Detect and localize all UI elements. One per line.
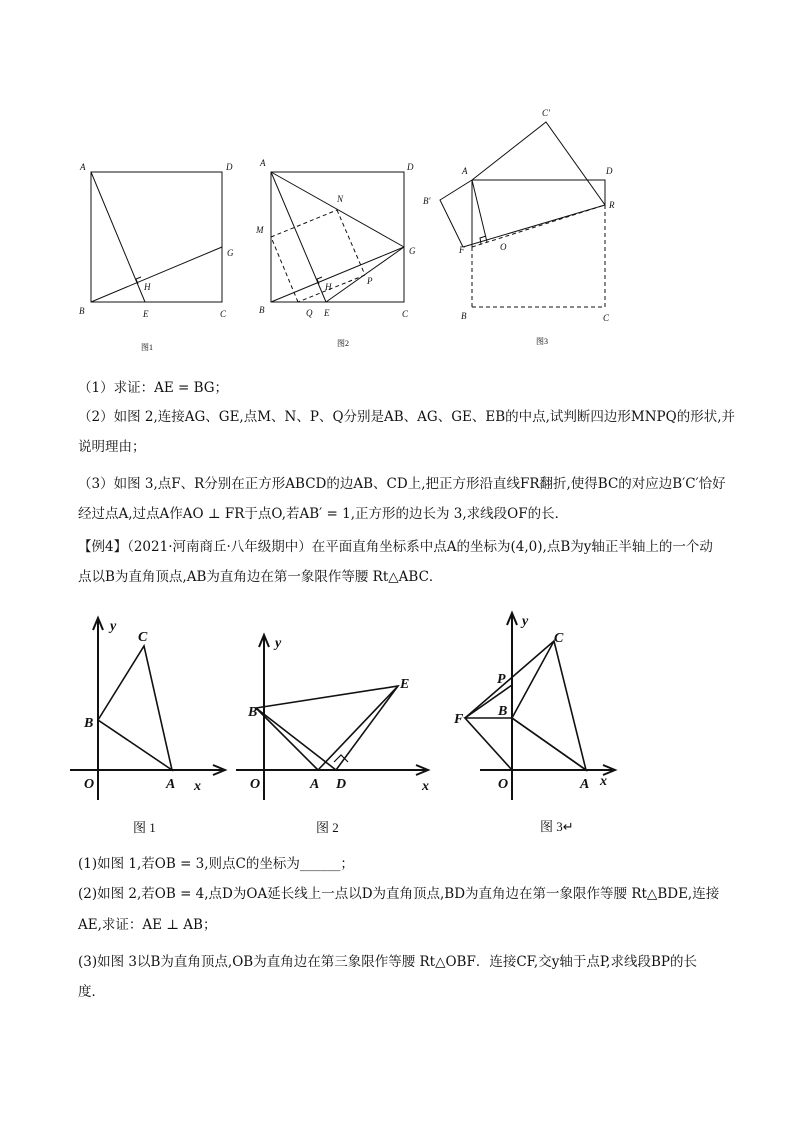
label-a: A xyxy=(260,158,266,168)
question-2-line2: AE,求证：AE ⊥ AB； xyxy=(78,917,217,933)
label-f: F xyxy=(454,712,464,727)
label-b: B xyxy=(461,311,467,321)
triangle-abc xyxy=(98,646,172,770)
caption-fig2: 图2 xyxy=(337,339,349,348)
label-x: x xyxy=(600,774,607,789)
label-r: R xyxy=(609,200,615,210)
figure-fold-3 xyxy=(420,100,630,360)
figure-square-1 xyxy=(70,150,250,360)
label-y: y xyxy=(275,636,282,651)
figure-coordinate-2 xyxy=(230,610,440,840)
triangle-bde xyxy=(256,686,398,770)
label-d: D xyxy=(407,162,414,172)
label-h: H xyxy=(144,282,151,292)
label-h: H xyxy=(325,282,332,292)
label-b: B xyxy=(79,306,85,316)
segment-ae xyxy=(318,686,398,770)
question-1: (1)如图 1,若OB = 3,则点C的坐标为______； xyxy=(78,856,354,872)
caption-fig2: 图 2 xyxy=(316,820,339,835)
example4-line2: 点以B为直角顶点,AB为直角边在第一象限作等腰 Rt△ABC． xyxy=(78,569,443,585)
label-a: A xyxy=(166,777,176,792)
label-e: E xyxy=(400,677,410,692)
problem-part-3-line2: 经过点A,过点A作AO ⊥ FR于点O,若AB′ = 1,正方形的边长为 3,求线段OF的长． xyxy=(78,506,569,522)
label-y: y xyxy=(522,614,529,629)
label-b-prime: B′ xyxy=(423,196,431,206)
label-o: O xyxy=(500,242,507,252)
label-a: A xyxy=(310,777,320,792)
label-p: P xyxy=(367,276,373,286)
question-3-line1: (3)如图 3以B为直角顶点,OB为直角边在第三象限作等腰 Rt△OBF．连接CF,交y轴于点P,求线段BP的长 xyxy=(78,954,697,970)
label-a: A xyxy=(580,777,590,792)
label-o: O xyxy=(250,777,261,792)
label-o: O xyxy=(84,777,95,792)
figure-coordinate-1 xyxy=(60,610,240,840)
figure-square-2 xyxy=(250,150,430,360)
label-c: C xyxy=(402,309,409,319)
label-d: D xyxy=(336,777,347,792)
segment-ao xyxy=(472,180,487,242)
label-e: E xyxy=(324,308,330,318)
caption-fig3: 图3 xyxy=(536,337,548,346)
unfolded-lower-square xyxy=(472,205,605,307)
label-c: C xyxy=(138,630,148,645)
segment-bg xyxy=(91,247,222,302)
label-n: N xyxy=(337,194,344,204)
label-o: O xyxy=(498,777,509,792)
square-abcd xyxy=(271,172,404,302)
label-x: x xyxy=(422,779,429,794)
label-x: x xyxy=(194,779,201,794)
caption-fig1: 图1 xyxy=(141,343,153,352)
label-y: y xyxy=(110,619,117,634)
label-a: A xyxy=(462,166,468,176)
label-c: C xyxy=(220,309,227,319)
label-b: B xyxy=(498,704,508,719)
segment-ab xyxy=(256,708,318,770)
question-3-line2: 度． xyxy=(78,984,105,1000)
label-f: F xyxy=(459,245,465,255)
label-a: A xyxy=(80,162,86,172)
problem-part-2-line2: 说明理由； xyxy=(78,439,146,455)
caption-fig3: 图 3↵ xyxy=(540,819,574,834)
folded-polygon xyxy=(440,122,605,247)
label-b: B xyxy=(248,705,258,720)
problem-part-3-line1: （3）如图 3,点F、R分别在正方形ABCD的边AB、CD上,把正方形沿直线FR翻折,使得BC的对应边B′C′恰好 xyxy=(78,476,726,492)
label-g: G xyxy=(409,246,416,256)
problem-part-2-line1: （2）如图 2,连接AG、GE,点M、N、P、Q分别是AB、AG、GE、EB的中点,试判断四边形MNPQ的形状,并 xyxy=(78,409,735,425)
top-edge-ad xyxy=(472,180,605,205)
triangle-abc xyxy=(512,641,586,770)
label-b: B xyxy=(259,305,265,315)
label-q: Q xyxy=(306,308,313,318)
triangle-obf xyxy=(465,718,512,770)
label-p: P xyxy=(497,672,506,687)
figure-coordinate-3 xyxy=(450,605,630,840)
problem-part-1: （1）求证：AE = BG； xyxy=(78,380,229,396)
segment-cf xyxy=(465,641,554,718)
label-e: E xyxy=(143,309,149,319)
square-abcd xyxy=(91,172,222,302)
label-c: C xyxy=(554,631,564,646)
label-m: M xyxy=(256,225,264,235)
label-d: D xyxy=(226,162,233,172)
question-2-line1: (2)如图 2,若OB = 4,点D为OA延长线上一点以D为直角顶点,BD为直角边在第一象限作等腰 Rt△BDE,连接 xyxy=(78,886,720,902)
label-b: B xyxy=(84,716,94,731)
caption-fig1: 图 1 xyxy=(133,820,156,835)
label-g: G xyxy=(227,248,234,258)
example4-line1: 【例4】（2021·河南商丘·八年级期中）在平面直角坐标系中点A的坐标为(4,0),点B为y轴正半轴上的一个动 xyxy=(78,539,713,555)
quadrilateral-mnpq xyxy=(271,210,365,302)
label-d: D xyxy=(606,166,613,176)
label-c-prime: C′ xyxy=(542,108,550,118)
label-c: C xyxy=(603,313,610,323)
